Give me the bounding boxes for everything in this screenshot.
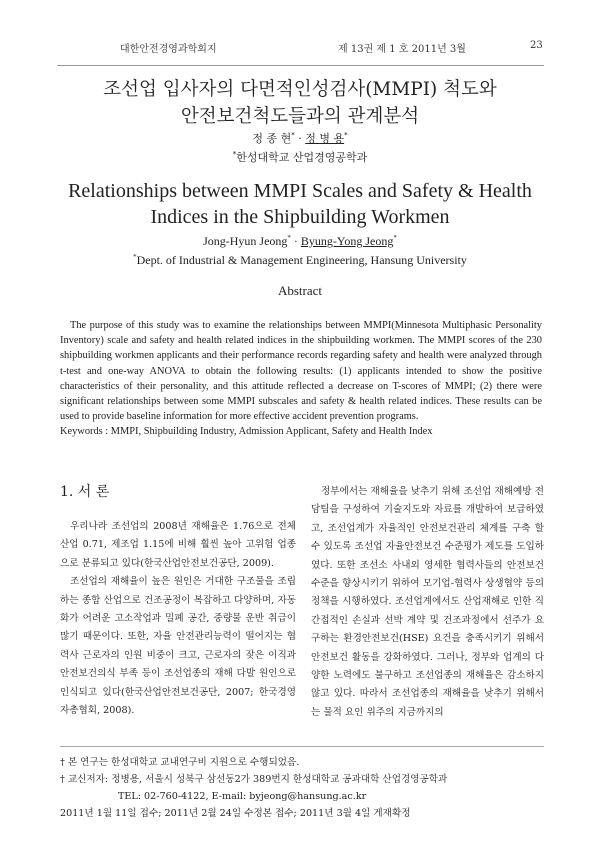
abstract-text: The purpose of this study was to examine the relationships between MMPI(Minnesota Multiphasic Personality Inventory) scale and safety and health related indices in the shipbuilding workmen. The MMPI scores of the 230 shipbuilding workmen applicants and their performance records regarding safety and health were analyzed through t-test and one-way ANOVA to obtain the following results: (1) applicants intended to show the positive characteristics of their personality, and this attitude reflected a decrease on T-scores of MMPI; (2) there were significant relationships between some MMPI subscales and safety & health related indices. These results can be used to provide baseline information for more effective accident prevention programs. — [60, 320, 542, 423]
korean-title-line1: 조선업 입사자의 다면적인성검사(MMPI) 척도와 — [103, 79, 497, 100]
author-mark: * — [287, 234, 291, 242]
section-heading: 1. 서 론 — [60, 484, 110, 500]
right-column — [311, 483, 544, 722]
left-column — [60, 518, 296, 720]
english-title-line1: Relationships between MMPI Scales and Safety & Health — [68, 180, 532, 202]
abstract-body — [60, 318, 542, 440]
korean-affiliation — [0, 150, 600, 166]
author-mark: * — [291, 131, 295, 140]
footnote-corresponding: † 교신저자: 정병용, 서울시 성북구 삼선동2가 389번지 한성대학교 공과대학 산업경영공학과 — [60, 774, 448, 785]
paragraph: 정부에서는 재해율을 낮추기 위해 조선업 재해예방 전담팀을 구성하여 기술지도와 자료를 개발하여 보급하였고, 조선업계가 자율적인 안전보건관리 체계를 구축 할 수 있도록 조선업 자율안전보건 수준평가 제도를 도입하였다. 또한 조선소 사내외 영세한 협력사들의 안전보건수준을 향상시키기 위하여 모기업-협력사 상생협약 등의 정책을 시행하였다. 조선업계에서도 산업재해로 인한 직간접적인 손실과 선박 계약 및 건조과정에서 선주가 요구하는 환경안전보건(HSE) 요건을 충족시키기 위해서 안전보건 활동을 강화하였다. 그러나, 정부와 업계의 다양한 노력에도 불구하고 조선업종의 재해율은 감소하지 않고 있다. 따라서 조선업종의 재해율을 낮추기 위해서는 물적 요인 위주의 지금까지의 — [311, 486, 544, 718]
korean-title — [0, 76, 600, 130]
english-title — [0, 178, 600, 230]
english-affiliation — [0, 252, 600, 268]
abstract-heading: Abstract — [277, 283, 323, 298]
footnote-rule — [60, 746, 544, 747]
english-title-line2: Indices in the Shipbuilding Workmen — [150, 206, 450, 228]
journal-name: 대한안전경영과학회지 — [120, 44, 217, 55]
footnote-contact: TEL: 02-760-4122, E-mail: byjeong@hansung.ac.kr — [118, 791, 367, 802]
keywords: Keywords : MMPI, Shipbuilding Industry, Admission Applicant, Safety and Health Index — [60, 426, 433, 438]
korean-affiliation-text: 한성대학교 산업경영공학과 — [236, 151, 368, 164]
english-author-2: Byung-Yong Jeong — [300, 234, 394, 248]
english-affiliation-text: Dept. of Industrial & Management Engineering, Hansung University — [136, 253, 467, 267]
english-author-1: Jong-Hyun Jeong — [203, 234, 288, 248]
affiliation-mark: * — [133, 253, 137, 261]
korean-authors: 정 종 현* · 정 병 용* — [252, 131, 348, 145]
header-rule — [57, 65, 544, 66]
footnotes — [60, 754, 550, 822]
paragraph: 조선업의 재해율이 높은 원인은 거대한 구조물을 조립하는 종합 산업으로 건조공정이 복잡하고 다양하며, 자동화가 어려운 고소작업과 밀폐 공간, 중량물 운반 취급이 많기 때문이다. 또한, 자율 안전관리능력이 떨어지는 협력사 근로자의 인원 비중이 크고, 근로자의 잦은 이직과 안전보건의식 부족 등이 조선업종의 재해 다발 원인으로 인식되고 있다(한국산업안전보건공단, 2007; 한국경영자총협회, 2008). — [60, 576, 296, 717]
korean-title-line2: 안전보건척도들과의 관계분석 — [180, 106, 420, 127]
korean-author-1: 정 종 현 — [252, 132, 292, 145]
page-number: 23 — [530, 40, 543, 51]
issue-info: 제 13권 제 1 호 2011년 3월 — [338, 44, 466, 55]
author-mark: * — [393, 234, 397, 242]
affiliation-mark: * — [232, 150, 237, 159]
author-mark: * — [344, 131, 348, 140]
korean-author-2: 정 병 용 — [305, 132, 345, 145]
paragraph: 우리나라 조선업의 2008년 재해율은 1.76으로 전체 산업 0.71, 제조업 1.15에 비해 훨씬 높아 고위험 업종으로 분류되고 있다(한국산업안전보건공단, 2009). — [60, 521, 296, 569]
english-authors: Jong-Hyun Jeong* · Byung-Yong Jeong* — [203, 234, 397, 248]
footnote-dates: 2011년 1월 11일 접수; 2011년 2월 24일 수정본 접수; 2011년 3월 4일 게재확정 — [60, 808, 411, 819]
footnote-funding: † 본 연구는 한성대학교 교내연구비 지원으로 수행되었음. — [60, 757, 300, 768]
